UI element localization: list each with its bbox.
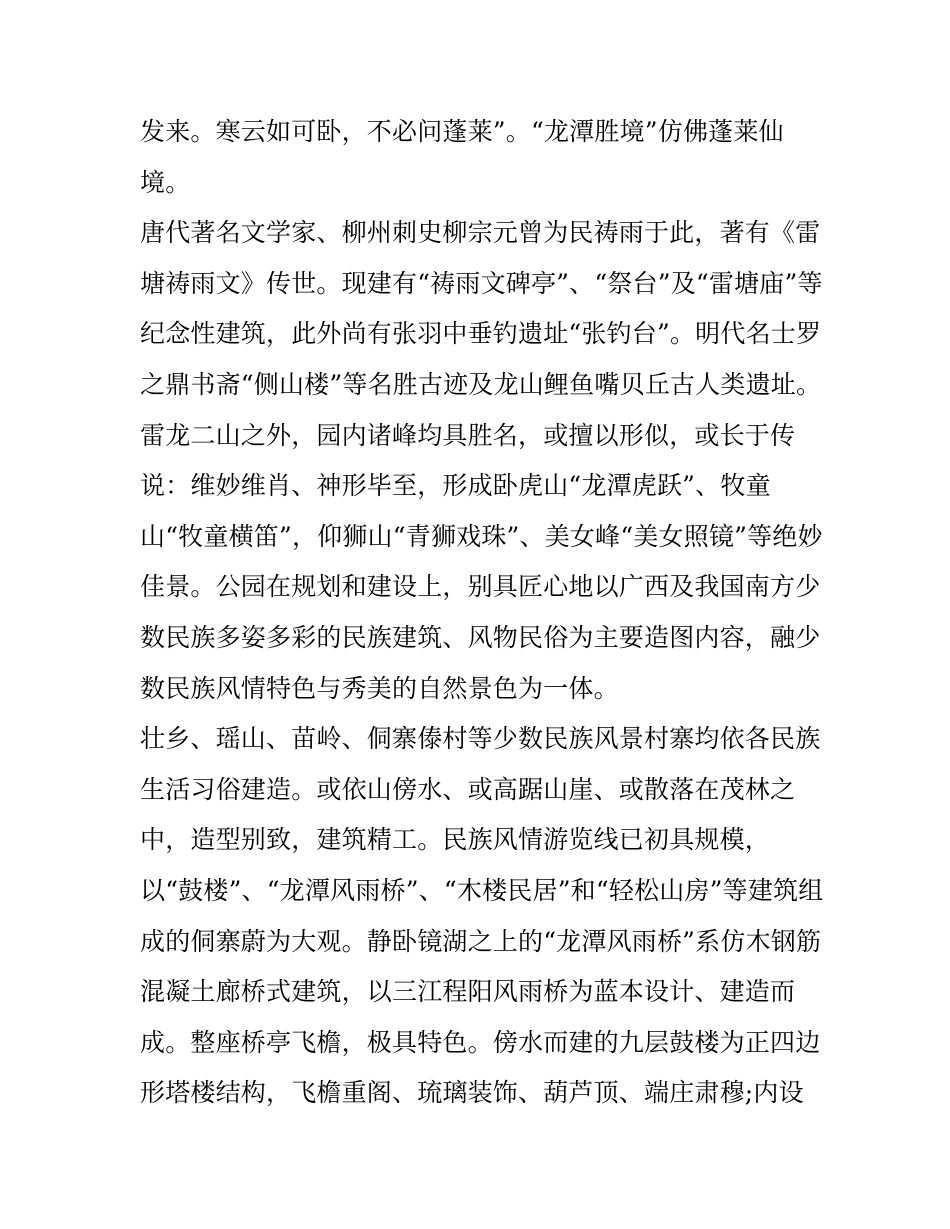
text-line: 生活习俗建造。或依山傍水、或高踞山崖、或散落在茂林之 xyxy=(140,774,796,804)
text-line: 中，造型别致，建筑精工。民族风情游览线已初具规模， xyxy=(140,825,771,855)
text-line: 数民族多姿多彩的民族建筑、风物民俗为主要造图内容，融少 xyxy=(140,622,821,652)
text-line: 壮乡、瑶山、苗岭、侗寨傣村等少数民族风景村寨均依各民族 xyxy=(140,724,821,754)
text-line: 成的侗寨蔚为大观。静卧镜湖之上的“龙潭风雨桥”系仿木钢筋 xyxy=(140,926,822,956)
text-line: 境。 xyxy=(140,167,191,197)
text-line: 山“牧童横笛”，仰狮山“青狮戏珠”、美女峰“美女照镜”等绝妙 xyxy=(140,521,823,551)
text-line: 成。整座桥亭飞檐，极具特色。傍水而建的九层鼓楼为正四边 xyxy=(140,1027,821,1057)
text-line: 佳景。公园在规划和建设上，别具匠心地以广西及我国南方少 xyxy=(140,572,821,602)
text-line: 形塔楼结构，飞檐重阁、琉璃装饰、葫芦顶、端庄肃穆;内设 xyxy=(140,1078,804,1108)
text-line: 之鼎书斋“侧山楼”等名胜古迹及龙山鲤鱼嘴贝丘古人类遗址。 xyxy=(140,369,822,399)
body-text xyxy=(140,107,830,1119)
text-line: 唐代著名文学家、柳州刺史柳宗元曾为民祷雨于此，著有《雷 xyxy=(140,218,821,248)
text-line: 数民族风情特色与秀美的自然景色为一体。 xyxy=(140,673,619,703)
text-line: 发来。寒云如可卧，不必问蓬莱”。“龙潭胜境”仿佛蓬莱仙 xyxy=(140,117,784,146)
text-line: 混凝土廊桥式建筑，以三江程阳风雨桥为蓝本设计、建造而 xyxy=(140,977,796,1007)
text-line: 雷龙二山之外，园内诸峰均具胜名，或擅以形似，或长于传 xyxy=(140,420,796,450)
text-line: 说：维妙维肖、神形毕至，形成卧虎山“龙潭虎跃”、牧童 xyxy=(140,471,771,501)
text-line: 纪念性建筑，此外尚有张羽中垂钓遗址“张钓台”。明代名士罗 xyxy=(140,319,822,349)
text-line: 以“鼓楼”、“龙潭风雨桥”、“木楼民居”和“轻松山房”等建筑组 xyxy=(140,875,824,905)
text-line: 塘祷雨文》传世。现建有“祷雨文碑亭”、“祭台”及“雷塘庙”等 xyxy=(140,268,823,298)
